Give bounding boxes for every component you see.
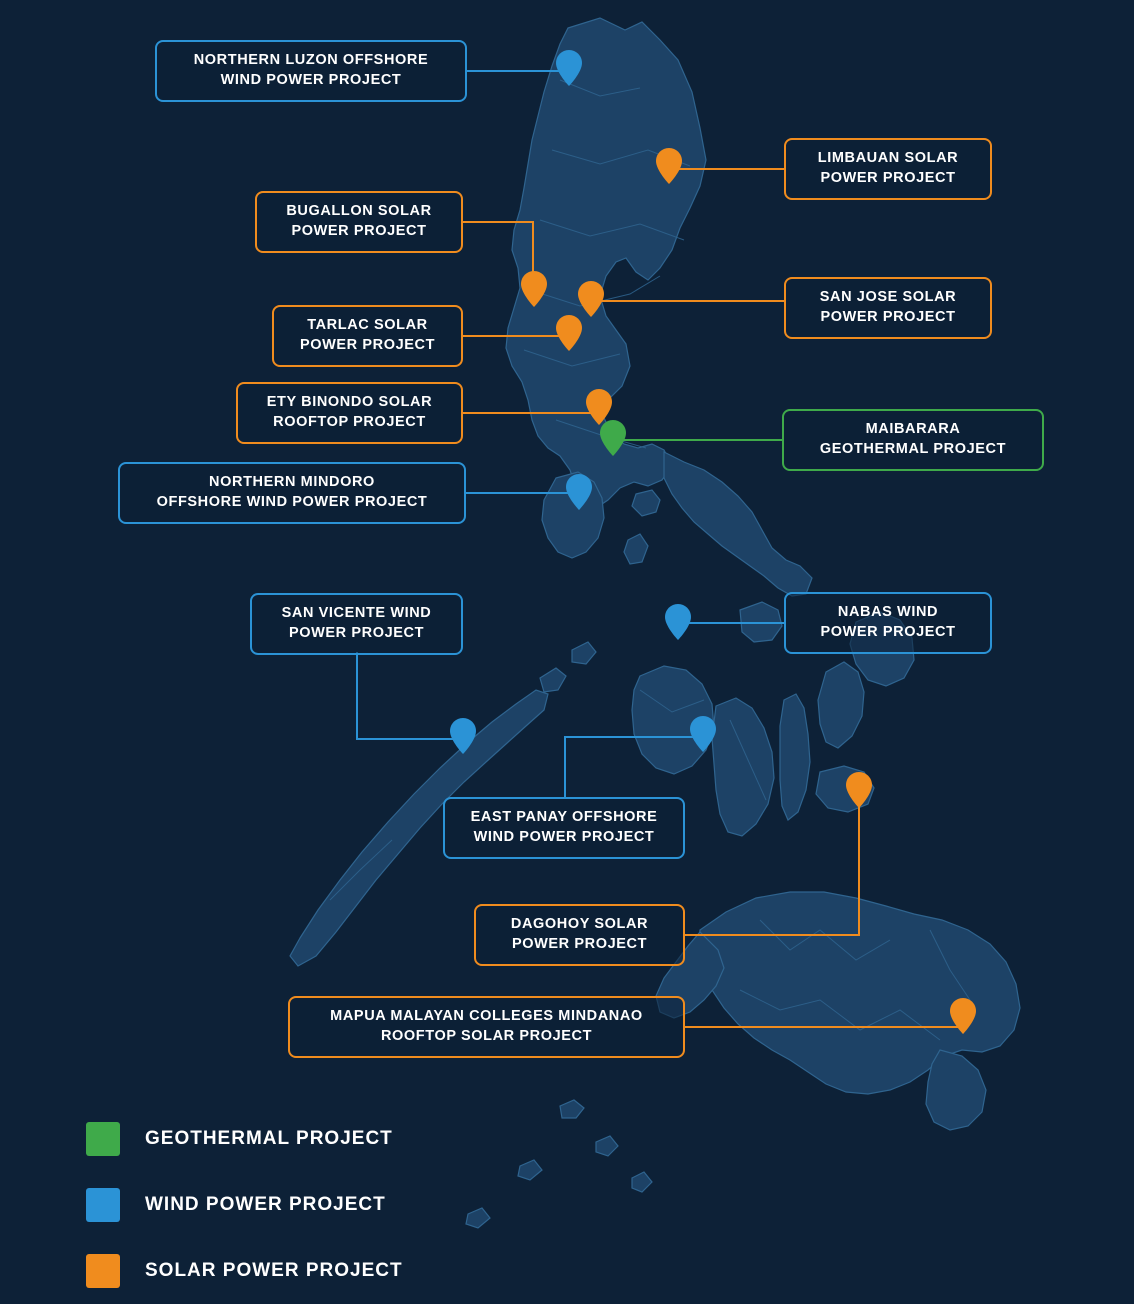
map-pin-dagohoy-solar[interactable] — [846, 772, 872, 808]
callout-san-vicente-wind[interactable] — [250, 593, 463, 655]
map-pin-maibarara-geothermal[interactable] — [600, 420, 626, 456]
legend-label-geothermal: GEOTHERMAL PROJECT — [145, 1128, 393, 1149]
map-pin-east-panay-offshore-wind[interactable] — [690, 716, 716, 752]
callout-line1: LIMBAUAN SOLAR — [817, 150, 959, 167]
callout-line1: NORTHERN LUZON OFFSHORE — [193, 52, 429, 69]
callout-line2: POWER PROJECT — [820, 624, 956, 640]
legend-label-solar: SOLAR POWER PROJECT — [145, 1260, 403, 1281]
callout-line2: ROOFTOP SOLAR PROJECT — [380, 1028, 593, 1044]
map-pin-nabas-wind[interactable] — [665, 604, 691, 640]
leader-line-dagohoy-solar-v — [858, 800, 860, 936]
callout-northern-mindoro-offshore-wind[interactable] — [118, 462, 466, 524]
leader-line-ety-binondo-solar — [462, 412, 598, 414]
callout-line1: BUGALLON SOLAR — [286, 203, 432, 220]
callout-line2: WIND POWER PROJECT — [473, 829, 655, 845]
leader-line-northern-mindoro-wind — [466, 492, 576, 494]
callout-line2: POWER PROJECT — [820, 170, 956, 186]
leader-line-maibarara-geothermal — [616, 439, 782, 441]
callout-tarlac-solar[interactable] — [272, 305, 463, 367]
callout-nabas-wind[interactable] — [784, 592, 992, 654]
legend-item-solar[interactable] — [86, 1238, 506, 1304]
callout-line1: NABAS WIND — [837, 604, 939, 621]
callout-line1: NORTHERN MINDORO — [209, 474, 375, 491]
leader-line-san-jose-solar — [600, 300, 786, 302]
legend-swatch-geothermal — [86, 1122, 120, 1156]
leader-line-dagohoy-solar-h — [684, 934, 860, 936]
callout-line1: TARLAC SOLAR — [307, 317, 428, 334]
callout-east-panay-offshore-wind[interactable] — [443, 797, 685, 859]
callout-line1: EAST PANAY OFFSHORE — [470, 809, 658, 826]
map-legend — [86, 1106, 506, 1304]
callout-ety-binondo-solar-rooftop[interactable] — [236, 382, 463, 444]
leader-line-east-panay-wind-v — [564, 736, 566, 798]
leader-line-northern-luzon-offshore-wind — [466, 70, 564, 72]
map-pin-northern-mindoro-offshore-wind[interactable] — [566, 474, 592, 510]
callout-line2: OFFSHORE WIND POWER PROJECT — [156, 494, 428, 510]
callout-san-jose-solar[interactable] — [784, 277, 992, 339]
legend-swatch-wind — [86, 1188, 120, 1222]
callout-line2: POWER PROJECT — [288, 625, 425, 641]
callout-line2: ROOFTOP PROJECT — [273, 414, 426, 430]
callout-line2: POWER PROJECT — [820, 309, 956, 325]
callout-line1: DAGOHOY SOLAR — [510, 916, 649, 933]
callout-dagohoy-solar[interactable] — [474, 904, 685, 966]
callout-line1: MAIBARARA — [865, 421, 961, 438]
leader-line-san-vicente-wind-v — [356, 652, 358, 740]
leader-line-nabas-wind — [684, 622, 784, 624]
leader-line-limbauan-solar — [676, 168, 784, 170]
map-pin-bugallon-solar[interactable] — [521, 271, 547, 307]
legend-swatch-solar — [86, 1254, 120, 1288]
callout-limbauan-solar[interactable] — [784, 138, 992, 200]
callout-line2: WIND POWER PROJECT — [220, 72, 402, 88]
callout-northern-luzon-offshore-wind[interactable] — [155, 40, 467, 102]
callout-line2: POWER PROJECT — [299, 337, 436, 353]
leader-line-bugallon-solar-h — [462, 221, 534, 223]
leader-line-tarlac-solar — [462, 335, 566, 337]
callout-mapua-mindanao-rooftop-solar[interactable] — [288, 996, 685, 1058]
leader-line-east-panay-wind-h — [564, 736, 704, 738]
callout-line1: SAN JOSE SOLAR — [819, 289, 957, 306]
map-pin-san-jose-solar[interactable] — [578, 281, 604, 317]
callout-line2: POWER PROJECT — [291, 223, 427, 239]
callout-line1: MAPUA MALAYAN COLLEGES MINDANAO — [330, 1008, 643, 1025]
callout-line1: ETY BINONDO SOLAR — [266, 394, 433, 411]
map-pin-tarlac-solar[interactable] — [556, 315, 582, 351]
legend-label-wind: WIND POWER PROJECT — [145, 1194, 386, 1215]
map-pin-limbauan-solar[interactable] — [656, 148, 682, 184]
map-pin-san-vicente-wind[interactable] — [450, 718, 476, 754]
callout-line1: SAN VICENTE WIND — [281, 605, 432, 622]
callout-maibarara-geothermal[interactable] — [782, 409, 1044, 471]
legend-item-geothermal[interactable] — [86, 1106, 506, 1172]
map-pin-mapua-mindanao-rooftop-solar[interactable] — [950, 998, 976, 1034]
legend-item-wind[interactable] — [86, 1172, 506, 1238]
leader-line-san-vicente-wind-h — [356, 738, 464, 740]
leader-line-mapua-mindanao-solar — [684, 1026, 960, 1028]
callout-line2: POWER PROJECT — [511, 936, 648, 952]
callout-line2: GEOTHERMAL PROJECT — [819, 441, 1007, 457]
map-pin-northern-luzon-offshore-wind[interactable] — [556, 50, 582, 86]
callout-bugallon-solar[interactable] — [255, 191, 463, 253]
